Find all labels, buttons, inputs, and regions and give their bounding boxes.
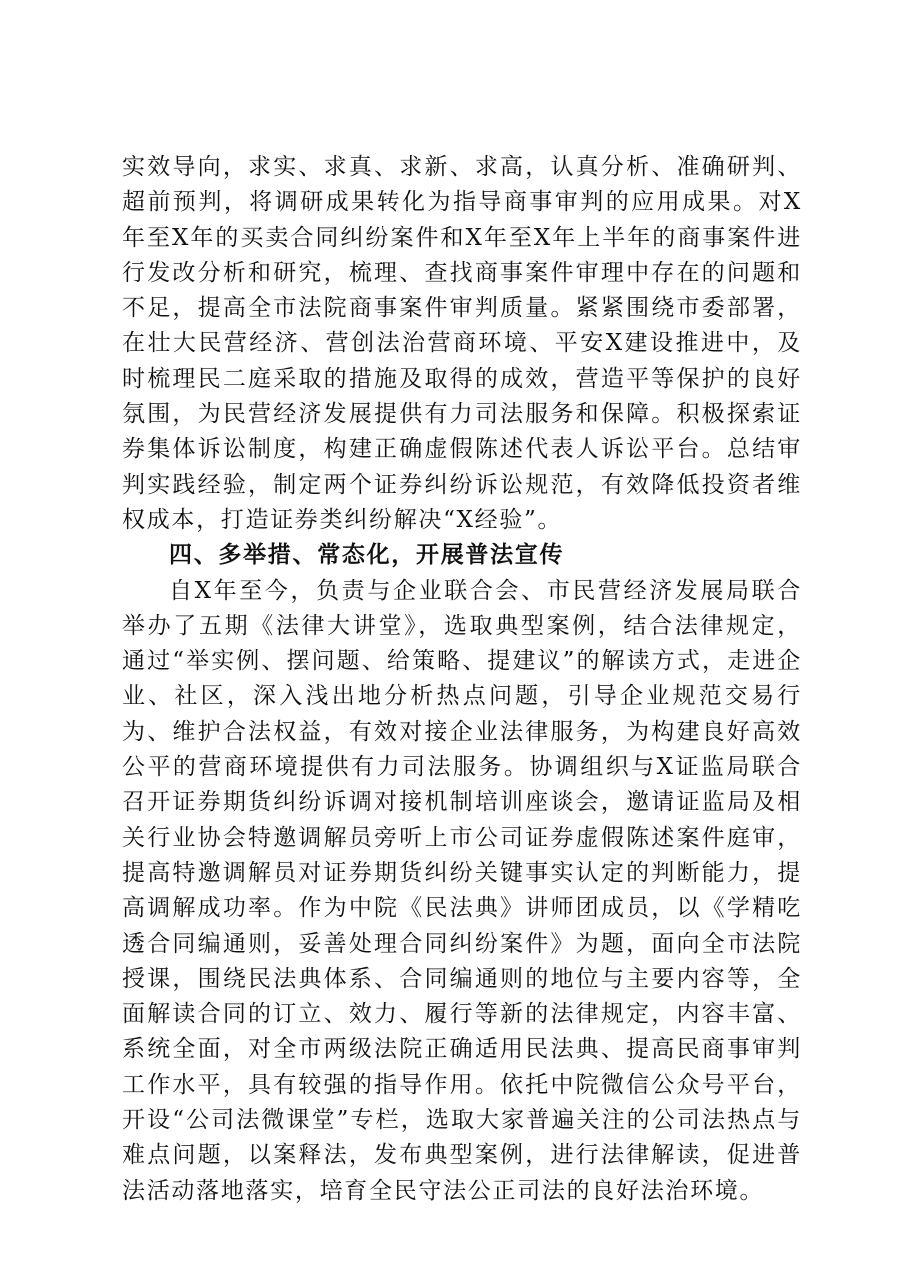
document-page: [122, 150, 802, 1209]
body-paragraph: 实效导向，求实、求真、求新、求高，认真分析、准确研判、超前预判，将调研成果转化为指导商事审判的应用成果。对X年至X年的买卖合同纠纷案件和X年至X年上半年的商事案件进行发改分析和研究，梳理、查找商事案件审理中存在的问题和不足，提高全市法院商事案件审判质量。紧紧围绕市委部署，在壮大民营经济、营创法治营商环境、平安X建设推进中，及时梳理民二庭采取的措施及取得的成效，营造平等保护的良好氛围，为民营经济发展提供有力司法服务和保障。积极探索证券集体诉讼制度，构建正确虚假陈述代表人诉讼平台。总结审判实践经验，制定两个证券纠纷诉讼规范，有效降低投资者维权成本，打造证券类纠纷解决“X经验”。: [122, 154, 802, 533]
section-heading: 四、多举措、常态化，开展普法宣传: [169, 542, 565, 569]
body-paragraph: 自X年至今，负责与企业联合会、市民营经济发展局联合举办了五期《法律大讲堂》，选取典型案例，结合法律规定，通过“举实例、摆问题、给策略、提建议”的解读方式，走进企业、社区，深入浅出地分析热点问题，引导企业规范交易行为、维护合法权益，有效对接企业法律服务，为构建良好高效公平的营商环境提供有力司法服务。协调组织与X证监局联合召开证券期货纠纷诉调对接机制培训座谈会，邀请证监局及相关行业协会特邀调解员旁听上市公司证券虚假陈述案件庭审，提高特邀调解员对证券期货纠纷关键事实认定的判断能力，提高调解成功率。作为中院《民法典》讲师团成员，以《学精吃透合同编通则，妥善处理合同纠纷案件》为题，面向全市法院授课，围绕民法典体系、合同编通则的地位与主要内容等，全面解读合同的订立、效力、履行等新的法律规定，内容丰富、系统全面，对全市两级法院正确适用民法典、提高民商事审判工作水平，具有较强的指导作用。依托中院微信公众号平台，开设“公司法微课堂”专栏，选取大家普遍关注的公司法热点与难点问题，以案释法，发布典型案例，进行法律解读，促进普法活动落地落实，培育全民守法公正司法的良好法治环境。: [122, 577, 802, 1204]
